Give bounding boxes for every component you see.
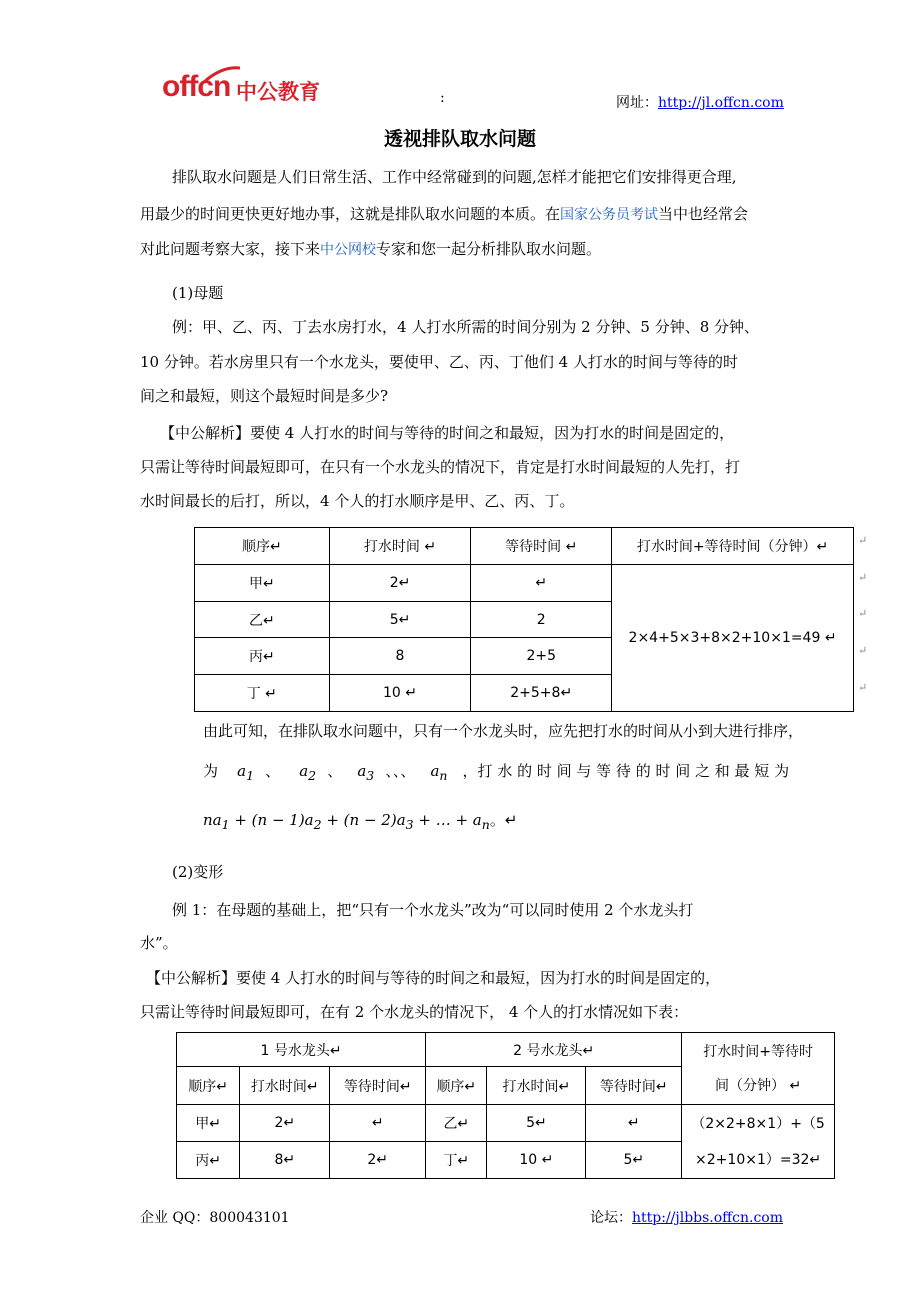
table-cell: 10 ↵ [329,675,471,712]
total-cell [682,1105,835,1179]
intro-text: 对此问题考察大家，接下来 [140,240,321,258]
table-cell: 5↵ [329,602,471,638]
single-tap-table [194,527,854,712]
site-link[interactable]: http://jl.offcn.com [658,95,784,111]
conclusion-line-1: 由此可知，在排队取水问题中，只有一个水龙头时，应先把打水的时间从小到大进行排序， [203,722,804,740]
section1-heading: (1)母题 [172,284,224,302]
table-header: 顺序↵ [177,1067,240,1105]
table-cell: 丙↵ [177,1142,240,1179]
forum-link[interactable]: http://jlbbs.offcn.com [632,1210,783,1226]
example-line: 水”。 [140,934,178,952]
formula-expression: $na_1 + (n - 1)a_2 + (n - 2)a_3$ + … + $a_n$ [203,811,490,832]
table-cell: 丁↵ [426,1142,487,1179]
separator: 、 [265,762,281,780]
intro-line-2 [140,199,748,230]
paragraph-mark: ↵ [858,534,868,547]
conclusion-line-2 [203,760,853,783]
total-line: ×2+10×1）=32↵ [695,1151,822,1168]
table-cell: 8↵ [240,1142,330,1179]
double-tap-table [176,1032,835,1179]
total-header-line: 打水时间+等待时 [703,1043,813,1060]
table-cell: 2↵ [329,565,471,602]
table-header: 打水时间↵ [240,1067,330,1105]
intro-line-1: 排队取水问题是人们日常生活、工作中经常碰到的问题,怎样才能把它们安排得更合理, [172,168,737,186]
logo-cn: 中公教育 [236,80,320,104]
table-header: 打水时间↵ [487,1067,586,1105]
table-cell: 10 ↵ [487,1142,586,1179]
logo-en: offcn [162,70,231,103]
conclusion-text: ，打 水 的 时 间 与 等 待 的 时 间 之 和 最 短 为 [462,762,790,780]
table-cell: 5↵ [586,1142,682,1179]
table-cell: 2↵ [330,1142,426,1179]
table-cell: 甲↵ [177,1105,240,1142]
table-cell: 丙↵ [195,638,330,675]
intro-text: 用最少的时间更快更好地办事，这就是排队取水问题的本质。在 [140,205,561,223]
total-header-line: 间（分钟） ↵ [715,1077,802,1094]
table-header: 顺序↵ [426,1067,487,1105]
table-cell: 丁 ↵ [195,675,330,712]
header-url [616,92,784,112]
table-cell: 乙↵ [195,602,330,638]
conclusion-text: 为 [203,762,219,780]
intro-text: 当中也经常会 [658,205,749,223]
paragraph-mark: ↵ [858,681,868,694]
table-header: 等待时间↵ [586,1067,682,1105]
seq-a2: $a_2$ [299,762,317,783]
paragraph-mark: ↵ [858,644,868,657]
table-header: 打水时间+等待时间（分钟）↵ [612,528,854,565]
table-cell: ↵ [586,1105,682,1142]
group-header-tap1: 1 号水龙头↵ [177,1033,426,1067]
intro-text: 专家和您一起分析排队取水问题。 [376,240,602,258]
table-cell: 甲↵ [195,565,330,602]
exam-link[interactable]: 国家公务员考试 [560,207,659,223]
table-cell: 8 [329,638,471,675]
table-header: 等待时间↵ [330,1067,426,1105]
table-cell: 2 [471,602,612,638]
analysis-line: 只需让等待时间最短即可，在有 2 个水龙头的情况下， 4 个人的打水情况如下表： [140,1003,689,1021]
formula-end: 。↵ [489,811,518,829]
sum-formula [203,809,517,832]
group-header-tap2: 2 号水龙头↵ [426,1033,682,1067]
seq-a3: $a_3$ [357,762,375,783]
offcn-logo [162,64,332,108]
separator: 、 [327,762,343,780]
school-link[interactable]: 中公网校 [320,242,377,258]
header-colon: : [440,90,445,106]
seq-a1: $a_1$ [237,762,255,783]
page-title: 透视排队取水问题 [383,128,536,150]
total-line: （2×2+8×1）+（5 [691,1115,825,1132]
table-cell: 5↵ [487,1105,586,1142]
url-label: 网址： [616,95,658,111]
table-header: 等待时间 ↵ [471,528,612,565]
table-cell: 2↵ [240,1105,330,1142]
intro-line-3 [140,234,601,265]
separator: 、、、 [385,762,416,780]
example-line: 10 分钟。若水房里只有一个水龙头，要使甲、乙、丙、丁他们 4 人打水的时间与等待的时 [140,353,738,371]
total-cell: 2×4+5×3+8×2+10×1=49 ↵ [612,565,854,712]
example-line: 例：甲、乙、丙、丁去水房打水，4 人打水所需的时间分别为 2 分钟、5 分钟、8 分钟、 [172,318,760,336]
table-cell: 2+5+8↵ [471,675,612,712]
example-line: 例 1：在母题的基础上，把“只有一个水龙头”改为“可以同时使用 2 个水龙头打 [172,901,694,919]
analysis-line: 水时间最长的后打，所以，4 个人的打水顺序是甲、乙、丙、丁。 [140,492,575,510]
seq-an: $a_n$ [430,762,448,783]
table-cell: ↵ [330,1105,426,1142]
analysis-line: 只需让等待时间最短即可，在只有一个水龙头的情况下，肯定是打水时间最短的人先打，打 [140,458,741,476]
table-cell: 2+5 [471,638,612,675]
total-header [682,1033,835,1105]
analysis-line: 【中公解析】要使 4 人打水的时间与等待的时间之和最短，因为打水的时间是固定的， [160,424,735,442]
footer-qq: 企业 QQ：800043101 [140,1210,290,1226]
example-line: 间之和最短，则这个最短时间是多少? [140,387,389,405]
analysis-line: 【中公解析】要使 4 人打水的时间与等待的时间之和最短，因为打水的时间是固定的， [146,969,721,987]
table-header: 打水时间 ↵ [329,528,471,565]
table-header: 顺序↵ [195,528,330,565]
table-cell: 乙↵ [426,1105,487,1142]
section2-heading: (2)变形 [172,863,224,881]
table-cell: ↵ [471,565,612,602]
forum-label: 论坛： [590,1210,632,1226]
paragraph-mark: ↵ [858,571,868,584]
footer-forum [590,1207,783,1227]
paragraph-mark: ↵ [858,607,868,620]
